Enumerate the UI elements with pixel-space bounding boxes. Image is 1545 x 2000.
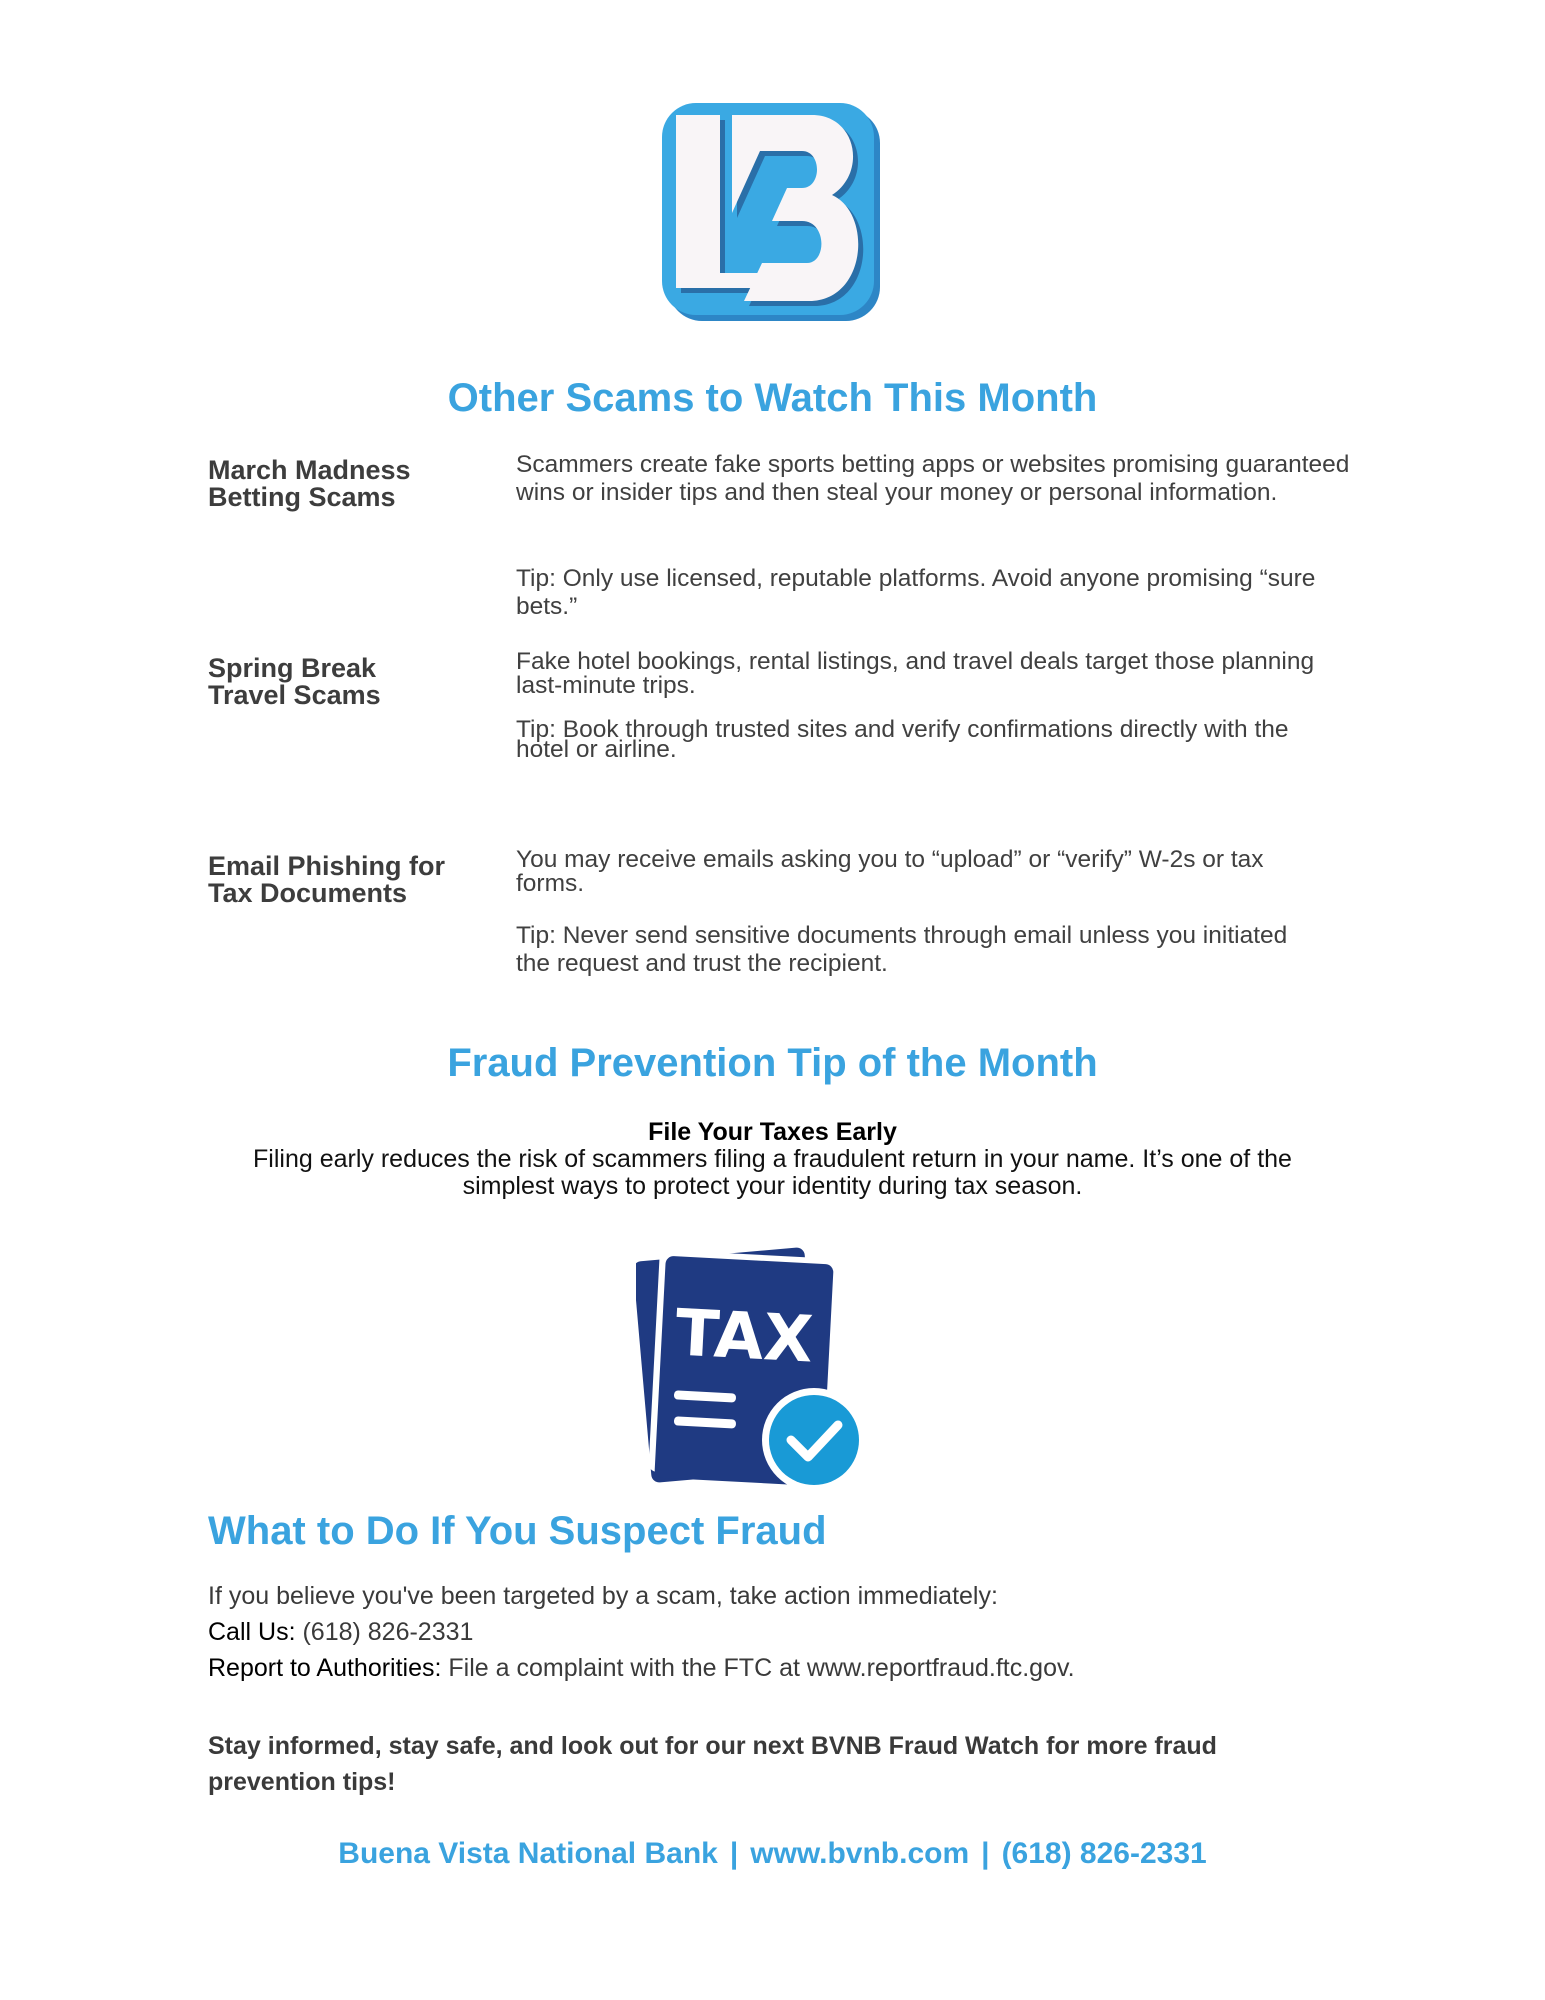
footer-phone: (618) 826-2331 [1001,1837,1207,1870]
footer-website: www.bvnb.com [750,1837,970,1870]
section-title-other-scams: Other Scams to Watch This Month [447,376,1098,420]
scam-tip-spring-break: Tip: Book through trusted sites and verify confirmations directly with the hotel or airline. [516,716,1289,763]
call-us-line [208,1618,473,1647]
call-us-number: (618) 826-2331 [295,1618,474,1646]
suspect-intro: If you believe you've been targeted by a scam, take action immediately: [208,1582,998,1610]
scam-title-spring-break [208,655,498,709]
scam-title-line: Betting Scams [208,482,396,512]
scam-title-line: Travel Scams [208,680,381,710]
closing-message: Stay informed, stay safe, and look out for our next BVNB Fraud Watch for more fraud prevention tips! [208,1732,1217,1796]
report-text: File a complaint with the FTC at www.reportfraud.ftc.gov. [441,1654,1075,1682]
tax-icon-label: TAX [673,1296,815,1378]
report-label: Report to Authorities: [208,1654,442,1682]
footer-bank-name: Buena Vista National Bank [338,1837,718,1870]
footer-separator: | [981,1837,990,1870]
scam-desc-march-madness: Scammers create fake sports betting apps or websites promising guaranteed wins or insider tips and then steal your money or personal information. [516,451,1350,506]
scam-title-line: Tax Documents [208,878,408,908]
tip-subtitle: File Your Taxes Early [648,1118,897,1146]
report-line [208,1654,1075,1683]
scam-title-march-madness [208,457,498,511]
scam-tip-march-madness: Tip: Only use licensed, reputable platforms. Avoid anyone promising “sure bets.” [516,565,1316,620]
scam-title-line: March Madness [208,455,411,485]
footer [0,1837,1545,1871]
section-title-tip-of-month: Fraud Prevention Tip of the Month [447,1041,1098,1085]
footer-separator: | [729,1837,739,1870]
tip-body: Filing early reduces the risk of scammers filing a fraudulent return in your name. It’s one of the simplest ways to protect your identity during tax season. [253,1145,1292,1200]
section-title-suspect-fraud: What to Do If You Suspect Fraud [208,1509,827,1553]
bvnb-logo [662,103,882,323]
scam-title-email-phishing [208,853,498,907]
scam-title-line: Spring Break [208,653,377,683]
scam-desc-email-phishing: You may receive emails asking you to “upload” or “verify” W-2s or tax forms. [516,846,1264,897]
tax-document-check-icon [636,1240,876,1500]
call-us-label: Call Us: [208,1618,296,1646]
scam-desc-spring-break: Fake hotel bookings, rental listings, and travel deals target those planning last-minute trips. [516,648,1315,699]
scam-tip-email-phishing: Tip: Never send sensitive documents through email unless you initiated the request and trust the recipient. [516,922,1288,977]
scam-title-line: Email Phishing for [208,851,446,881]
